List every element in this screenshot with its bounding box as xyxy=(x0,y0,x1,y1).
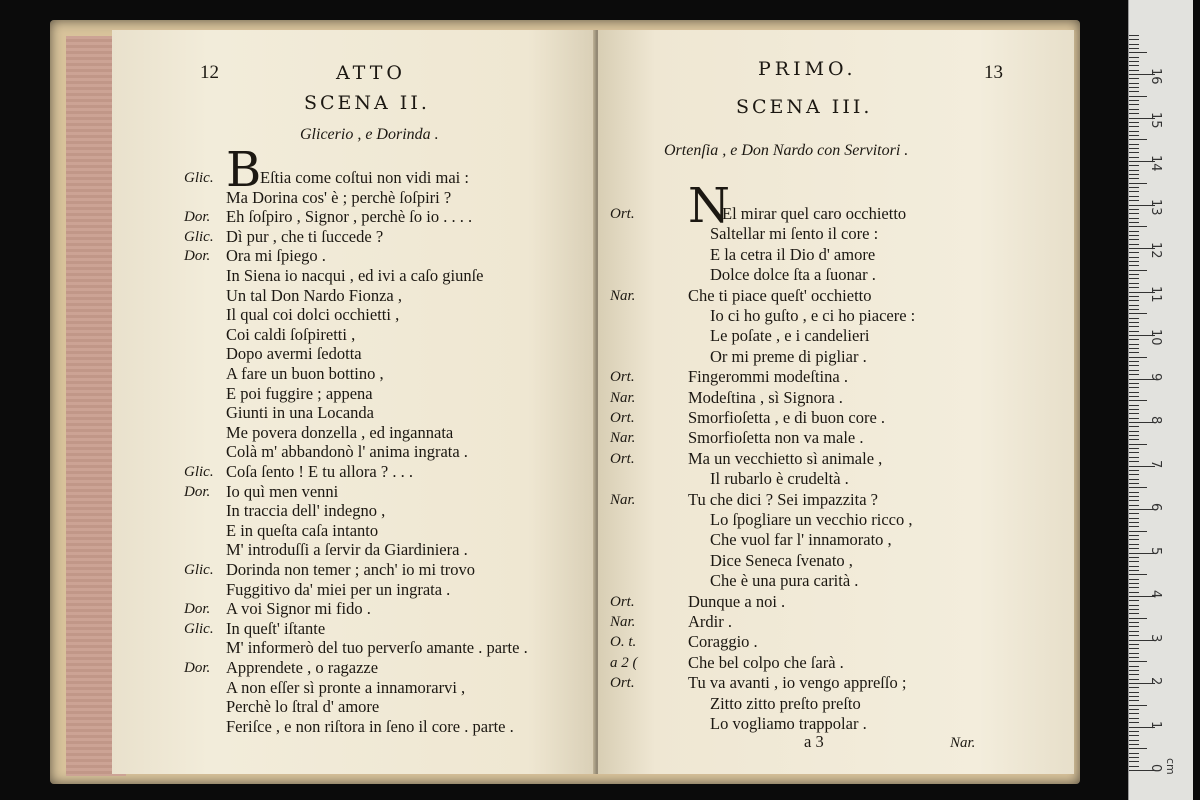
drop-capital: N xyxy=(688,178,730,234)
verse-line: M' introduſſi a ſervir da Giardiniera . xyxy=(226,540,468,560)
speaker-label: Glic. xyxy=(184,170,214,186)
verse-line: Fuggitivo da' miei per un ingrata . xyxy=(226,579,451,599)
ruler-minor-tick xyxy=(1129,479,1139,480)
verse-line: In traccia dell' indegno , xyxy=(226,501,386,521)
ruler-minor-tick xyxy=(1129,439,1139,440)
ruler-minor-tick xyxy=(1129,387,1139,388)
right-page xyxy=(598,30,1074,774)
ruler-minor-tick xyxy=(1129,104,1139,105)
ruler-number: 3 xyxy=(1148,633,1163,642)
verse-line: Apprendete , o ragazze xyxy=(226,658,379,677)
speaker-label: Ort. xyxy=(610,593,635,610)
verse-line: M' informerò del tuo perverſo amante . parte . xyxy=(226,638,528,658)
verse-line: E in queſta caſa intanto xyxy=(226,520,379,540)
ruler-minor-tick xyxy=(1129,444,1147,445)
verse-line: El mirar quel caro occhietto xyxy=(722,204,907,223)
ruler-minor-tick xyxy=(1129,261,1139,262)
ruler-minor-tick xyxy=(1129,126,1139,127)
ruler-minor-tick xyxy=(1129,570,1139,571)
speaker-label: Dor. xyxy=(184,660,211,676)
measuring-ruler xyxy=(1128,0,1193,800)
ruler-minor-tick xyxy=(1129,326,1139,327)
ruler-number: 14 xyxy=(1148,155,1163,172)
ruler-minor-tick xyxy=(1129,265,1139,266)
signature-mark: a 3 xyxy=(804,732,824,751)
ruler-minor-tick xyxy=(1129,566,1139,567)
ruler-minor-tick xyxy=(1129,135,1139,136)
ruler-minor-tick xyxy=(1129,500,1139,501)
verse-line: Perchè lo ſtral d' amore xyxy=(226,697,380,717)
ruler-minor-tick xyxy=(1129,309,1139,310)
ruler-minor-tick xyxy=(1129,435,1139,436)
ruler-unit: cm xyxy=(1164,758,1177,775)
verse-line: Smorfioſetta , e di buon core . xyxy=(688,408,886,427)
ruler-minor-tick xyxy=(1129,653,1139,654)
ruler-minor-tick xyxy=(1129,218,1139,219)
ruler-minor-tick xyxy=(1129,535,1139,536)
verse-line: In queſt' iſtante xyxy=(226,618,326,638)
right-page-number: 13 xyxy=(984,62,1003,83)
verse-line: Dopo avermi ſedotta xyxy=(226,344,362,364)
ruler-minor-tick xyxy=(1129,526,1139,527)
verse-line: Che vuol far l' innamorato , xyxy=(710,530,892,550)
speaker-label: Nar. xyxy=(610,614,636,630)
ruler-minor-tick xyxy=(1129,61,1139,62)
speaker-label: Nar. xyxy=(610,287,636,304)
ruler-number: 5 xyxy=(1148,546,1163,555)
ruler-minor-tick xyxy=(1129,65,1139,66)
verse-line: E poi fuggire ; appena xyxy=(226,383,373,403)
ruler-number: 10 xyxy=(1148,329,1163,346)
ruler-minor-tick xyxy=(1129,331,1139,332)
ruler-minor-tick xyxy=(1129,287,1139,288)
speaker-label: a 2 ( xyxy=(610,654,638,671)
ruler-minor-tick xyxy=(1129,278,1139,279)
ruler-minor-tick xyxy=(1129,461,1139,462)
verse-line: Coraggio . xyxy=(688,632,758,652)
ruler-minor-tick xyxy=(1129,718,1139,719)
ruler-minor-tick xyxy=(1129,165,1139,166)
ruler-minor-tick xyxy=(1129,457,1139,458)
ruler-minor-tick xyxy=(1129,513,1139,514)
ruler-minor-tick xyxy=(1129,705,1147,706)
ruler-minor-tick xyxy=(1129,48,1139,49)
verse-line: Ardir . xyxy=(688,612,732,631)
ruler-minor-tick xyxy=(1129,405,1139,406)
verse-line: Ma un vecchietto sì animale , xyxy=(688,448,883,468)
ruler-minor-tick xyxy=(1129,487,1147,488)
ruler-minor-tick xyxy=(1129,57,1139,58)
verse-line: Giunti in una Locanda xyxy=(226,403,375,423)
ruler-number: 2 xyxy=(1148,677,1163,686)
ruler-minor-tick xyxy=(1129,396,1139,397)
ruler-minor-tick xyxy=(1129,178,1139,179)
ruler-minor-tick xyxy=(1129,96,1147,97)
ruler-minor-tick xyxy=(1129,200,1139,201)
right-characters: Ortenſia , e Don Nardo con Servitori . xyxy=(664,142,909,159)
verse-line: Che bel colpo che ſarà . xyxy=(688,652,844,672)
ruler-minor-tick xyxy=(1129,722,1139,723)
speaker-label: Glic. xyxy=(184,562,214,578)
verse-line: Coſa ſento ! E tu allora ? . . . xyxy=(226,462,413,481)
speaker-label: Glic. xyxy=(184,620,214,637)
ruler-minor-tick xyxy=(1129,78,1139,79)
ruler-minor-tick xyxy=(1129,157,1139,158)
ruler-minor-tick xyxy=(1129,531,1147,532)
ruler-minor-tick xyxy=(1129,274,1139,275)
ruler-minor-tick xyxy=(1129,483,1139,484)
ruler-minor-tick xyxy=(1129,352,1139,353)
ruler-minor-tick xyxy=(1129,592,1139,593)
ruler-minor-tick xyxy=(1129,122,1139,123)
ruler-minor-tick xyxy=(1129,100,1139,101)
ruler-minor-tick xyxy=(1129,222,1139,223)
verse-line: Le poſate , e i candelieri xyxy=(710,326,870,346)
left-page-number: 12 xyxy=(200,62,219,83)
ruler-minor-tick xyxy=(1129,305,1139,306)
ruler-minor-tick xyxy=(1129,583,1139,584)
ruler-number: 7 xyxy=(1148,459,1163,468)
ruler-minor-tick xyxy=(1129,339,1139,340)
ruler-minor-tick xyxy=(1129,766,1139,767)
verse-line: A voi Signor mi fido . xyxy=(226,599,371,619)
verse-line: Modeſtina , sì Signora . xyxy=(688,387,843,407)
ruler-minor-tick xyxy=(1129,735,1139,736)
ruler-minor-tick xyxy=(1129,418,1139,419)
ruler-minor-tick xyxy=(1129,170,1139,171)
ruler-minor-tick xyxy=(1129,148,1139,149)
ruler-minor-tick xyxy=(1129,44,1139,45)
ruler-number: 6 xyxy=(1148,503,1163,512)
ruler-minor-tick xyxy=(1129,687,1139,688)
ruler-minor-tick xyxy=(1129,270,1147,271)
ruler-minor-tick xyxy=(1129,52,1147,53)
ruler-minor-tick xyxy=(1129,231,1139,232)
ruler-minor-tick xyxy=(1129,209,1139,210)
ruler-minor-tick xyxy=(1129,361,1139,362)
verse-line: E la cetra il Dio d' amore xyxy=(710,244,876,264)
ruler-minor-tick xyxy=(1129,318,1139,319)
verse-line: Lo vogliamo trappolar . xyxy=(710,714,867,733)
speaker-label: Dor. xyxy=(184,601,211,618)
ruler-number: 0 xyxy=(1148,764,1163,773)
ruler-minor-tick xyxy=(1129,322,1139,323)
ruler-minor-tick xyxy=(1129,626,1139,627)
ruler-minor-tick xyxy=(1129,113,1139,114)
ruler-minor-tick xyxy=(1129,87,1139,88)
ruler-minor-tick xyxy=(1129,700,1139,701)
ruler-minor-tick xyxy=(1129,313,1147,314)
speaker-label: Dor. xyxy=(184,209,211,226)
ruler-minor-tick xyxy=(1129,522,1139,523)
speaker-label: Nar. xyxy=(610,389,636,406)
verse-line: Io quì men venni xyxy=(226,481,339,501)
right-scene-title: SCENA III. xyxy=(736,96,873,118)
ruler-minor-tick xyxy=(1129,383,1139,384)
ruler-minor-tick xyxy=(1129,731,1139,732)
ruler-minor-tick xyxy=(1129,692,1139,693)
ruler-minor-tick xyxy=(1129,296,1139,297)
speaker-label: Ort. xyxy=(610,410,635,426)
ruler-minor-tick xyxy=(1129,492,1139,493)
ruler-minor-tick xyxy=(1129,666,1139,667)
ruler-minor-tick xyxy=(1129,518,1139,519)
left-characters: Glicerio , e Dorinda . xyxy=(300,126,439,143)
ruler-minor-tick xyxy=(1129,557,1139,558)
ruler-minor-tick xyxy=(1129,740,1139,741)
verse-line: Dolce dolce ſta a ſuonar . xyxy=(710,265,876,285)
ruler-minor-tick xyxy=(1129,761,1139,762)
ruler-minor-tick xyxy=(1129,539,1139,540)
verse-line: Tu va avanti , io vengo appreſſo ; xyxy=(688,673,907,693)
ruler-minor-tick xyxy=(1129,213,1139,214)
ruler-minor-tick xyxy=(1129,370,1139,371)
catchword: Nar. xyxy=(950,735,976,751)
verse-line: Ma Dorina cos' è ; perchè ſoſpiri ? xyxy=(226,187,452,207)
ruler-minor-tick xyxy=(1129,505,1139,506)
ruler-minor-tick xyxy=(1129,631,1139,632)
speaker-label: Glic. xyxy=(184,464,214,480)
ruler-minor-tick xyxy=(1129,252,1139,253)
ruler-number: 9 xyxy=(1148,372,1163,381)
verse-line: Il rubarlo è crudeltà . xyxy=(710,469,849,489)
verse-line: Dice Seneca ſvenato , xyxy=(710,550,853,570)
ruler-minor-tick xyxy=(1129,409,1139,410)
speaker-label: Dor. xyxy=(184,248,211,265)
ruler-minor-tick xyxy=(1129,661,1147,662)
ruler-minor-tick xyxy=(1129,431,1139,432)
ruler-minor-tick xyxy=(1129,744,1139,745)
speaker-label: Nar. xyxy=(610,430,636,447)
verse-line: Or mi preme di pigliar . xyxy=(710,346,867,366)
ruler-minor-tick xyxy=(1129,413,1139,414)
ruler-minor-tick xyxy=(1129,635,1139,636)
ruler-minor-tick xyxy=(1129,609,1139,610)
ruler-minor-tick xyxy=(1129,544,1139,545)
ruler-number: 4 xyxy=(1148,590,1163,599)
speaker-label: Ort. xyxy=(610,450,635,467)
ruler-minor-tick xyxy=(1129,587,1139,588)
ruler-minor-tick xyxy=(1129,283,1139,284)
verse-line: Eh ſoſpiro , Signor , perchè ſo io . . . . xyxy=(226,207,473,227)
verse-line: Zitto zitto preſto preſto xyxy=(710,693,861,713)
verse-line: Coi caldi ſoſpiretti , xyxy=(226,324,356,344)
verse-line: Io ci ho guſto , e ci ho piacere : xyxy=(710,306,916,325)
ruler-minor-tick xyxy=(1129,196,1139,197)
ruler-minor-tick xyxy=(1129,644,1139,645)
ruler-number: 12 xyxy=(1148,242,1163,259)
left-running-head: ATTO xyxy=(336,62,406,84)
ruler-minor-tick xyxy=(1129,91,1139,92)
ruler-minor-tick xyxy=(1129,579,1139,580)
ruler-minor-tick xyxy=(1129,613,1139,614)
ruler-minor-tick xyxy=(1129,374,1139,375)
verse-line: Che è una pura carità . xyxy=(710,571,859,591)
ruler-minor-tick xyxy=(1129,239,1139,240)
ruler-minor-tick xyxy=(1129,400,1147,401)
verse-line: Dunque a noi . xyxy=(688,591,786,611)
speaker-label: Glic. xyxy=(184,228,214,245)
left-scene-title: SCENA II. xyxy=(304,92,430,114)
ruler-minor-tick xyxy=(1129,713,1139,714)
verse-line: Ora mi ſpiego . xyxy=(226,246,326,266)
ruler-minor-tick xyxy=(1129,696,1139,697)
speaker-label: Ort. xyxy=(610,369,635,386)
speaker-label: Ort. xyxy=(610,206,635,222)
ruler-minor-tick xyxy=(1129,365,1139,366)
ruler-minor-tick xyxy=(1129,561,1139,562)
speaker-label: Ort. xyxy=(610,675,635,692)
ruler-minor-tick xyxy=(1129,139,1147,140)
ruler-minor-tick xyxy=(1129,144,1139,145)
verse-line: Feriſce , e non riſtora in ſeno il core . parte . xyxy=(226,716,514,736)
ruler-minor-tick xyxy=(1129,300,1139,301)
ruler-minor-tick xyxy=(1129,226,1147,227)
ruler-minor-tick xyxy=(1129,244,1139,245)
ruler-minor-tick xyxy=(1129,600,1139,601)
ruler-minor-tick xyxy=(1129,657,1139,658)
ruler-minor-tick xyxy=(1129,474,1139,475)
ruler-minor-tick xyxy=(1129,757,1139,758)
right-running-head: PRIMO. xyxy=(758,58,857,80)
ruler-minor-tick xyxy=(1129,152,1139,153)
ruler-minor-tick xyxy=(1129,622,1139,623)
verse-line: A non eſſer sì pronte a innamorarvi , xyxy=(226,677,466,697)
ruler-minor-tick xyxy=(1129,131,1139,132)
ruler-minor-tick xyxy=(1129,618,1147,619)
ruler-minor-tick xyxy=(1129,191,1139,192)
ruler-minor-tick xyxy=(1129,83,1139,84)
ruler-minor-tick xyxy=(1129,392,1139,393)
ruler-minor-tick xyxy=(1129,748,1147,749)
verse-line: Saltellar mi ſento il core : xyxy=(710,224,879,244)
ruler-minor-tick xyxy=(1129,648,1139,649)
ruler-minor-tick xyxy=(1129,357,1147,358)
verse-line: Che ti piace queſt' occhietto xyxy=(688,285,872,305)
ruler-minor-tick xyxy=(1129,187,1139,188)
ruler-minor-tick xyxy=(1129,674,1139,675)
ruler-number: 11 xyxy=(1148,285,1163,303)
ruler-number: 16 xyxy=(1148,68,1163,85)
left-page xyxy=(112,30,596,774)
ruler-minor-tick xyxy=(1129,257,1139,258)
ruler-minor-tick xyxy=(1129,679,1139,680)
verse-line: Me povera donzella , ed ingannata xyxy=(226,422,454,442)
verse-line: Colà m' abbandonò l' anima ingrata . xyxy=(226,442,468,462)
verse-line: Lo ſpogliare un vecchio ricco , xyxy=(710,510,913,529)
drop-capital: B xyxy=(226,142,262,198)
verse-line: Fingerommi modeſtina . xyxy=(688,367,848,387)
ruler-minor-tick xyxy=(1129,174,1139,175)
ruler-minor-tick xyxy=(1129,39,1139,40)
ruler-minor-tick xyxy=(1129,109,1139,110)
ruler-minor-tick xyxy=(1129,70,1139,71)
ruler-number: 13 xyxy=(1148,198,1163,216)
ruler-minor-tick xyxy=(1129,670,1139,671)
speaker-label: Nar. xyxy=(610,491,636,508)
ruler-minor-tick xyxy=(1129,183,1147,184)
verse-line: Smorfioſetta non va male . xyxy=(688,428,864,448)
ruler-minor-tick xyxy=(1129,235,1139,236)
ruler-minor-tick xyxy=(1129,548,1139,549)
speaker-label: O. t. xyxy=(610,634,637,651)
verse-line: A fare un buon bottino , xyxy=(226,364,384,383)
ruler-minor-tick xyxy=(1129,605,1139,606)
ruler-number: 1 xyxy=(1148,720,1163,729)
verse-line: Eſtia come coſtui non vidi mai : xyxy=(260,168,469,187)
ruler-minor-tick xyxy=(1129,574,1147,575)
ruler-minor-tick xyxy=(1129,753,1139,754)
verse-line: Tu che dici ? Sei impazzita ? xyxy=(688,489,878,509)
ruler-minor-tick xyxy=(1129,348,1139,349)
verse-line: Il qual coi dolci occhietti , xyxy=(226,305,400,325)
verse-line: Un tal Don Nardo Fionza , xyxy=(226,285,402,305)
verse-line: In Siena io nacqui , ed ivi a caſo giunſe xyxy=(226,266,484,285)
ruler-minor-tick xyxy=(1129,448,1139,449)
speaker-label: Dor. xyxy=(184,483,211,500)
ruler-minor-tick xyxy=(1129,35,1139,36)
ruler-minor-tick xyxy=(1129,709,1139,710)
ruler-minor-tick xyxy=(1129,470,1139,471)
ruler-number: 8 xyxy=(1148,416,1163,425)
ruler-minor-tick xyxy=(1129,496,1139,497)
ruler-minor-tick xyxy=(1129,426,1139,427)
ruler-minor-tick xyxy=(1129,452,1139,453)
ruler-minor-tick xyxy=(1129,344,1139,345)
ruler-number: 15 xyxy=(1148,111,1163,129)
verse-line: Dì pur , che ti ſuccede ? xyxy=(226,226,384,246)
verse-line: Dorinda non temer ; anch' io mi trovo xyxy=(226,560,476,579)
